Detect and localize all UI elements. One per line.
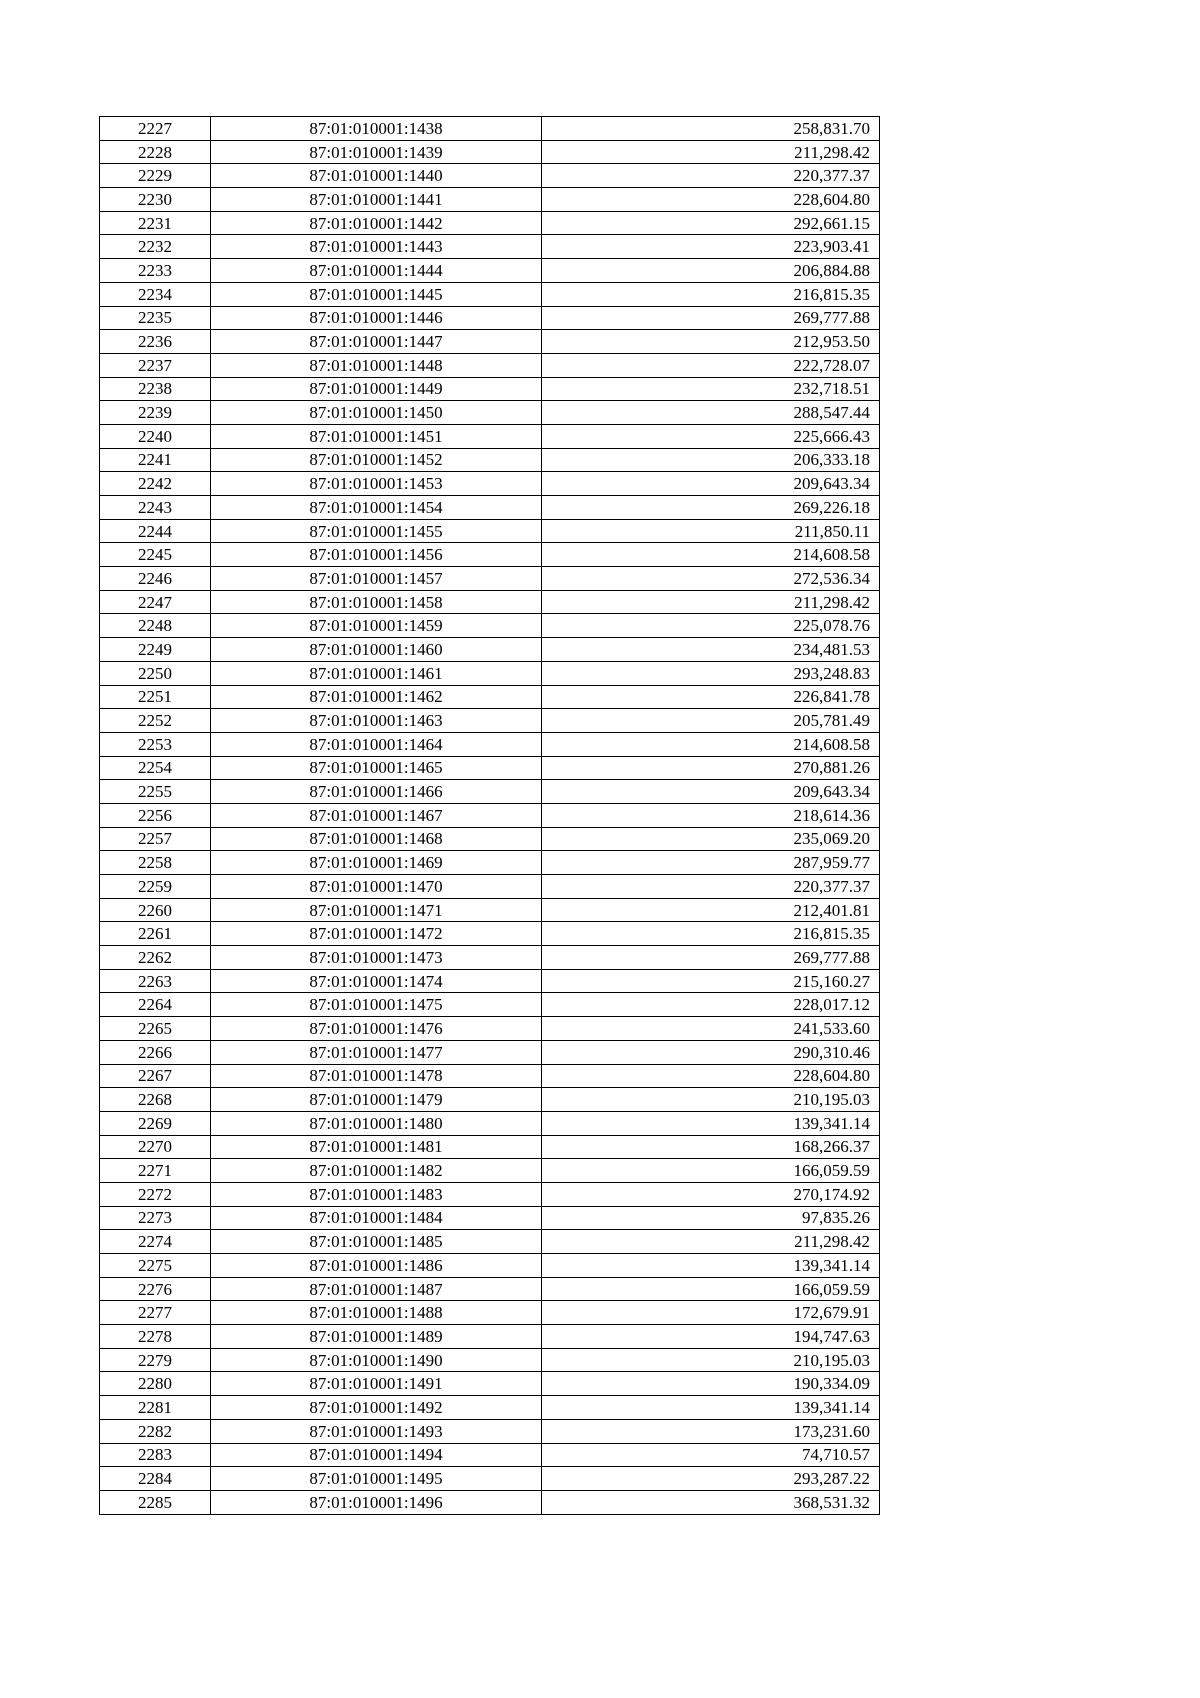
- table-row: [100, 1490, 880, 1514]
- cadastral-number-cell: 87:01:010001:1456: [211, 543, 542, 567]
- amount-cell: 288,547.44: [542, 401, 880, 425]
- row-number-cell: 2244: [100, 519, 211, 543]
- table-row: [100, 424, 880, 448]
- amount-cell: 226,841.78: [542, 685, 880, 709]
- cadastral-number-cell: 87:01:010001:1454: [211, 496, 542, 520]
- cadastral-number-cell: 87:01:010001:1477: [211, 1040, 542, 1064]
- amount-cell: 139,341.14: [542, 1254, 880, 1278]
- cadastral-number-cell: 87:01:010001:1478: [211, 1064, 542, 1088]
- amount-cell: 234,481.53: [542, 638, 880, 662]
- row-number-cell: 2272: [100, 1182, 211, 1206]
- table-row: [100, 1396, 880, 1420]
- amount-cell: 216,815.35: [542, 282, 880, 306]
- row-number-cell: 2256: [100, 803, 211, 827]
- cadastral-number-cell: 87:01:010001:1457: [211, 567, 542, 591]
- table-row: [100, 661, 880, 685]
- table-row: [100, 638, 880, 662]
- amount-cell: 206,884.88: [542, 259, 880, 283]
- table-row: [100, 1040, 880, 1064]
- amount-cell: 258,831.70: [542, 117, 880, 141]
- amount-cell: 269,226.18: [542, 496, 880, 520]
- amount-cell: 172,679.91: [542, 1301, 880, 1325]
- cadastral-number-cell: 87:01:010001:1466: [211, 780, 542, 804]
- cadastral-number-cell: 87:01:010001:1441: [211, 188, 542, 212]
- amount-cell: 293,287.22: [542, 1467, 880, 1491]
- cadastral-number-cell: 87:01:010001:1462: [211, 685, 542, 709]
- row-number-cell: 2282: [100, 1419, 211, 1443]
- amount-cell: 194,747.63: [542, 1325, 880, 1349]
- row-number-cell: 2236: [100, 330, 211, 354]
- table-row: [100, 567, 880, 591]
- amount-cell: 272,536.34: [542, 567, 880, 591]
- row-number-cell: 2263: [100, 969, 211, 993]
- table-row: [100, 519, 880, 543]
- amount-cell: 270,881.26: [542, 756, 880, 780]
- table-row: [100, 614, 880, 638]
- cadastral-number-cell: 87:01:010001:1495: [211, 1467, 542, 1491]
- amount-cell: 232,718.51: [542, 377, 880, 401]
- cadastral-number-cell: 87:01:010001:1479: [211, 1088, 542, 1112]
- amount-cell: 220,377.37: [542, 875, 880, 899]
- row-number-cell: 2243: [100, 496, 211, 520]
- table-row: [100, 993, 880, 1017]
- row-number-cell: 2237: [100, 353, 211, 377]
- table-row: [100, 1135, 880, 1159]
- table-row: [100, 306, 880, 330]
- row-number-cell: 2258: [100, 851, 211, 875]
- table-row: [100, 1206, 880, 1230]
- amount-cell: 215,160.27: [542, 969, 880, 993]
- row-number-cell: 2247: [100, 590, 211, 614]
- row-number-cell: 2254: [100, 756, 211, 780]
- amount-cell: 212,953.50: [542, 330, 880, 354]
- row-number-cell: 2266: [100, 1040, 211, 1064]
- table-row: [100, 969, 880, 993]
- table-row: [100, 709, 880, 733]
- table-row: [100, 1254, 880, 1278]
- row-number-cell: 2265: [100, 1017, 211, 1041]
- row-number-cell: 2251: [100, 685, 211, 709]
- amount-cell: 211,298.42: [542, 1230, 880, 1254]
- table-row: [100, 188, 880, 212]
- table-row: [100, 756, 880, 780]
- table-row: [100, 377, 880, 401]
- cadastral-number-cell: 87:01:010001:1496: [211, 1490, 542, 1514]
- cadastral-number-cell: 87:01:010001:1487: [211, 1277, 542, 1301]
- amount-cell: 216,815.35: [542, 922, 880, 946]
- cadastral-number-cell: 87:01:010001:1493: [211, 1419, 542, 1443]
- cadastral-number-cell: 87:01:010001:1486: [211, 1254, 542, 1278]
- amount-cell: 210,195.03: [542, 1088, 880, 1112]
- row-number-cell: 2284: [100, 1467, 211, 1491]
- table-row: [100, 1467, 880, 1491]
- amount-cell: 97,835.26: [542, 1206, 880, 1230]
- row-number-cell: 2233: [100, 259, 211, 283]
- amount-cell: 223,903.41: [542, 235, 880, 259]
- row-number-cell: 2278: [100, 1325, 211, 1349]
- row-number-cell: 2261: [100, 922, 211, 946]
- table-row: [100, 353, 880, 377]
- row-number-cell: 2230: [100, 188, 211, 212]
- row-number-cell: 2246: [100, 567, 211, 591]
- cadastral-number-cell: 87:01:010001:1464: [211, 732, 542, 756]
- table-row: [100, 1064, 880, 1088]
- cadastral-number-cell: 87:01:010001:1440: [211, 164, 542, 188]
- row-number-cell: 2228: [100, 140, 211, 164]
- row-number-cell: 2249: [100, 638, 211, 662]
- cadastral-number-cell: 87:01:010001:1438: [211, 117, 542, 141]
- amount-cell: 209,643.34: [542, 472, 880, 496]
- cadastral-number-cell: 87:01:010001:1451: [211, 424, 542, 448]
- amount-cell: 293,248.83: [542, 661, 880, 685]
- row-number-cell: 2245: [100, 543, 211, 567]
- amount-cell: 269,777.88: [542, 946, 880, 970]
- cadastral-number-cell: 87:01:010001:1450: [211, 401, 542, 425]
- cadastral-number-cell: 87:01:010001:1444: [211, 259, 542, 283]
- table-row: [100, 140, 880, 164]
- cadastral-number-cell: 87:01:010001:1468: [211, 827, 542, 851]
- amount-cell: 222,728.07: [542, 353, 880, 377]
- cadastral-number-cell: 87:01:010001:1484: [211, 1206, 542, 1230]
- cadastral-number-cell: 87:01:010001:1494: [211, 1443, 542, 1467]
- row-number-cell: 2281: [100, 1396, 211, 1420]
- cadastral-number-cell: 87:01:010001:1485: [211, 1230, 542, 1254]
- table-row: [100, 851, 880, 875]
- table-row: [100, 496, 880, 520]
- amount-cell: 270,174.92: [542, 1182, 880, 1206]
- table-row: [100, 330, 880, 354]
- row-number-cell: 2271: [100, 1159, 211, 1183]
- table-row: [100, 1159, 880, 1183]
- table-row: [100, 401, 880, 425]
- amount-cell: 290,310.46: [542, 1040, 880, 1064]
- amount-cell: 190,334.09: [542, 1372, 880, 1396]
- row-number-cell: 2255: [100, 780, 211, 804]
- row-number-cell: 2250: [100, 661, 211, 685]
- table-row: [100, 1325, 880, 1349]
- row-number-cell: 2277: [100, 1301, 211, 1325]
- table-row: [100, 259, 880, 283]
- cadastral-number-cell: 87:01:010001:1492: [211, 1396, 542, 1420]
- amount-cell: 212,401.81: [542, 898, 880, 922]
- cadastral-number-cell: 87:01:010001:1474: [211, 969, 542, 993]
- row-number-cell: 2279: [100, 1348, 211, 1372]
- table-row: [100, 472, 880, 496]
- cadastral-number-cell: 87:01:010001:1490: [211, 1348, 542, 1372]
- table-row: [100, 1230, 880, 1254]
- cadastral-number-cell: 87:01:010001:1452: [211, 448, 542, 472]
- row-number-cell: 2252: [100, 709, 211, 733]
- cadastral-number-cell: 87:01:010001:1445: [211, 282, 542, 306]
- row-number-cell: 2240: [100, 424, 211, 448]
- row-number-cell: 2259: [100, 875, 211, 899]
- cadastral-number-cell: 87:01:010001:1481: [211, 1135, 542, 1159]
- table-row: [100, 1017, 880, 1041]
- data-table: [99, 116, 880, 1515]
- table-row: [100, 922, 880, 946]
- table-row: [100, 1301, 880, 1325]
- amount-cell: 211,298.42: [542, 140, 880, 164]
- table-row: [100, 282, 880, 306]
- amount-cell: 228,604.80: [542, 188, 880, 212]
- amount-cell: 235,069.20: [542, 827, 880, 851]
- cadastral-number-cell: 87:01:010001:1476: [211, 1017, 542, 1041]
- row-number-cell: 2238: [100, 377, 211, 401]
- row-number-cell: 2229: [100, 164, 211, 188]
- row-number-cell: 2283: [100, 1443, 211, 1467]
- cadastral-number-cell: 87:01:010001:1480: [211, 1111, 542, 1135]
- amount-cell: 166,059.59: [542, 1159, 880, 1183]
- amount-cell: 220,377.37: [542, 164, 880, 188]
- cadastral-number-cell: 87:01:010001:1448: [211, 353, 542, 377]
- amount-cell: 173,231.60: [542, 1419, 880, 1443]
- table-body: [100, 117, 880, 1515]
- cadastral-number-cell: 87:01:010001:1491: [211, 1372, 542, 1396]
- table-row: [100, 543, 880, 567]
- table-row: [100, 946, 880, 970]
- row-number-cell: 2253: [100, 732, 211, 756]
- amount-cell: 225,666.43: [542, 424, 880, 448]
- row-number-cell: 2231: [100, 211, 211, 235]
- cadastral-number-cell: 87:01:010001:1483: [211, 1182, 542, 1206]
- cadastral-number-cell: 87:01:010001:1488: [211, 1301, 542, 1325]
- row-number-cell: 2276: [100, 1277, 211, 1301]
- row-number-cell: 2270: [100, 1135, 211, 1159]
- row-number-cell: 2275: [100, 1254, 211, 1278]
- cadastral-number-cell: 87:01:010001:1465: [211, 756, 542, 780]
- row-number-cell: 2248: [100, 614, 211, 638]
- amount-cell: 368,531.32: [542, 1490, 880, 1514]
- table-row: [100, 1277, 880, 1301]
- amount-cell: 269,777.88: [542, 306, 880, 330]
- amount-cell: 211,850.11: [542, 519, 880, 543]
- table-row: [100, 1419, 880, 1443]
- amount-cell: 74,710.57: [542, 1443, 880, 1467]
- amount-cell: 228,017.12: [542, 993, 880, 1017]
- amount-cell: 214,608.58: [542, 732, 880, 756]
- table-row: [100, 875, 880, 899]
- amount-cell: 225,078.76: [542, 614, 880, 638]
- cadastral-number-cell: 87:01:010001:1455: [211, 519, 542, 543]
- row-number-cell: 2234: [100, 282, 211, 306]
- cadastral-number-cell: 87:01:010001:1463: [211, 709, 542, 733]
- row-number-cell: 2273: [100, 1206, 211, 1230]
- cadastral-number-cell: 87:01:010001:1470: [211, 875, 542, 899]
- row-number-cell: 2242: [100, 472, 211, 496]
- row-number-cell: 2232: [100, 235, 211, 259]
- amount-cell: 292,661.15: [542, 211, 880, 235]
- row-number-cell: 2241: [100, 448, 211, 472]
- row-number-cell: 2260: [100, 898, 211, 922]
- table-row: [100, 1182, 880, 1206]
- amount-cell: 218,614.36: [542, 803, 880, 827]
- table-row: [100, 448, 880, 472]
- cadastral-number-cell: 87:01:010001:1439: [211, 140, 542, 164]
- table-row: [100, 1443, 880, 1467]
- row-number-cell: 2264: [100, 993, 211, 1017]
- table-row: [100, 1111, 880, 1135]
- amount-cell: 205,781.49: [542, 709, 880, 733]
- amount-cell: 214,608.58: [542, 543, 880, 567]
- cadastral-number-cell: 87:01:010001:1453: [211, 472, 542, 496]
- amount-cell: 168,266.37: [542, 1135, 880, 1159]
- cadastral-number-cell: 87:01:010001:1482: [211, 1159, 542, 1183]
- table-row: [100, 117, 880, 141]
- row-number-cell: 2267: [100, 1064, 211, 1088]
- cadastral-number-cell: 87:01:010001:1449: [211, 377, 542, 401]
- table-row: [100, 1088, 880, 1112]
- cadastral-number-cell: 87:01:010001:1473: [211, 946, 542, 970]
- amount-cell: 139,341.14: [542, 1111, 880, 1135]
- cadastral-number-cell: 87:01:010001:1447: [211, 330, 542, 354]
- row-number-cell: 2235: [100, 306, 211, 330]
- row-number-cell: 2269: [100, 1111, 211, 1135]
- table-row: [100, 164, 880, 188]
- table-row: [100, 827, 880, 851]
- amount-cell: 139,341.14: [542, 1396, 880, 1420]
- table-row: [100, 235, 880, 259]
- cadastral-number-cell: 87:01:010001:1443: [211, 235, 542, 259]
- table-row: [100, 685, 880, 709]
- row-number-cell: 2274: [100, 1230, 211, 1254]
- cadastral-number-cell: 87:01:010001:1471: [211, 898, 542, 922]
- cadastral-number-cell: 87:01:010001:1469: [211, 851, 542, 875]
- amount-cell: 206,333.18: [542, 448, 880, 472]
- cadastral-number-cell: 87:01:010001:1461: [211, 661, 542, 685]
- cadastral-number-cell: 87:01:010001:1446: [211, 306, 542, 330]
- table-row: [100, 1372, 880, 1396]
- cadastral-number-cell: 87:01:010001:1467: [211, 803, 542, 827]
- row-number-cell: 2239: [100, 401, 211, 425]
- cadastral-number-cell: 87:01:010001:1475: [211, 993, 542, 1017]
- table-row: [100, 898, 880, 922]
- amount-cell: 241,533.60: [542, 1017, 880, 1041]
- amount-cell: 211,298.42: [542, 590, 880, 614]
- row-number-cell: 2285: [100, 1490, 211, 1514]
- cadastral-number-cell: 87:01:010001:1458: [211, 590, 542, 614]
- table-row: [100, 780, 880, 804]
- amount-cell: 210,195.03: [542, 1348, 880, 1372]
- amount-cell: 209,643.34: [542, 780, 880, 804]
- table-row: [100, 590, 880, 614]
- row-number-cell: 2227: [100, 117, 211, 141]
- amount-cell: 228,604.80: [542, 1064, 880, 1088]
- row-number-cell: 2268: [100, 1088, 211, 1112]
- row-number-cell: 2257: [100, 827, 211, 851]
- cadastral-number-cell: 87:01:010001:1442: [211, 211, 542, 235]
- row-number-cell: 2262: [100, 946, 211, 970]
- cadastral-number-cell: 87:01:010001:1460: [211, 638, 542, 662]
- table-row: [100, 732, 880, 756]
- amount-cell: 166,059.59: [542, 1277, 880, 1301]
- cadastral-number-cell: 87:01:010001:1459: [211, 614, 542, 638]
- amount-cell: 287,959.77: [542, 851, 880, 875]
- cadastral-number-cell: 87:01:010001:1489: [211, 1325, 542, 1349]
- table-row: [100, 211, 880, 235]
- row-number-cell: 2280: [100, 1372, 211, 1396]
- table-row: [100, 1348, 880, 1372]
- table-row: [100, 803, 880, 827]
- cadastral-number-cell: 87:01:010001:1472: [211, 922, 542, 946]
